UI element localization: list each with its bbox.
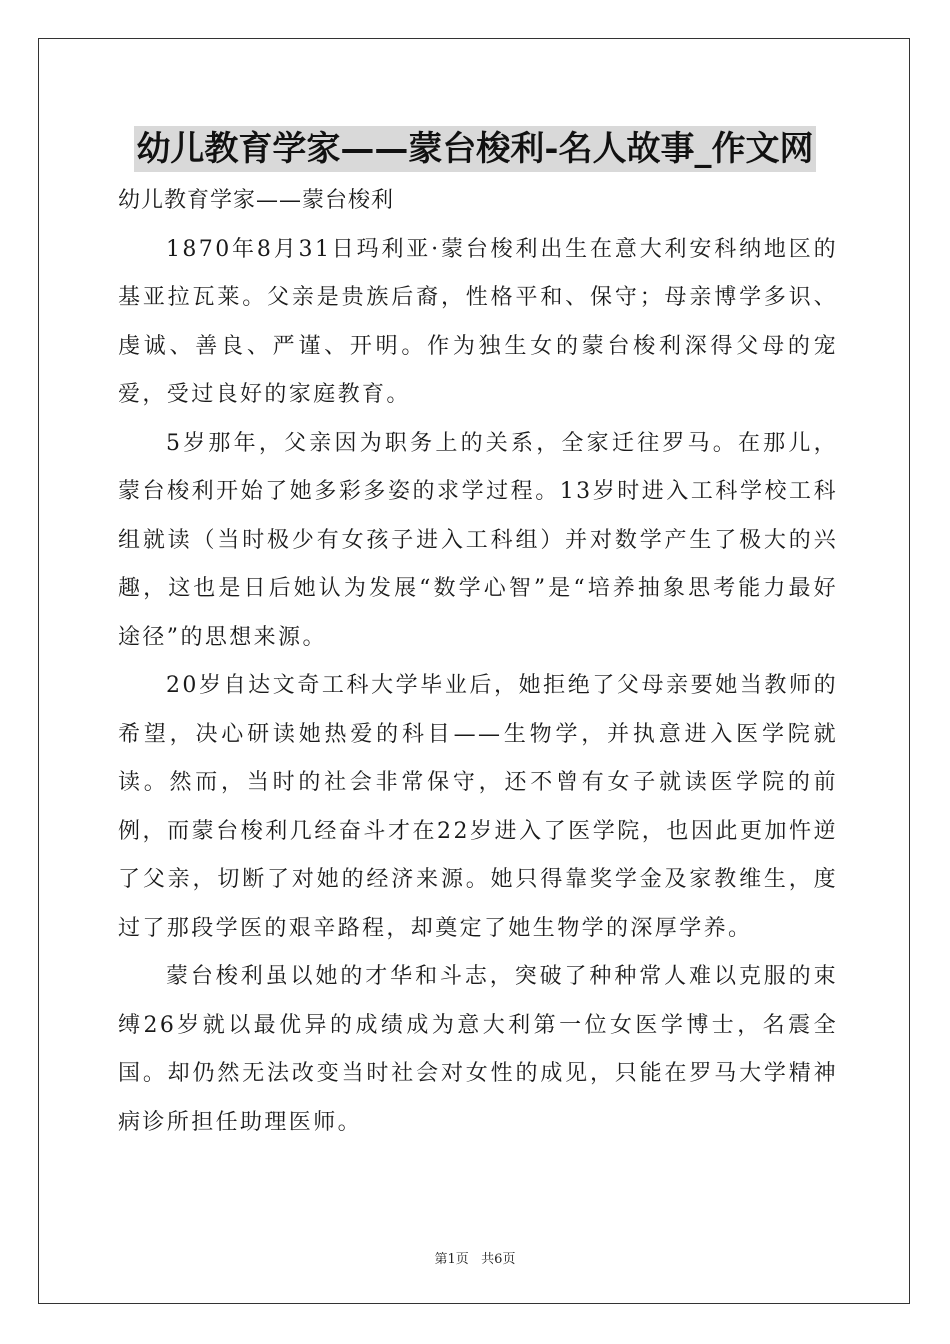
document-body bbox=[118, 177, 838, 1147]
paragraph-2: 5岁那年，父亲因为职务上的关系，全家迁往罗马。在那儿，蒙台梭利开始了她多彩多姿的求学过程。13岁时进入工科学校工科组就读（当时极少有女孩子进入工科组）并对数学产生了极大的兴趣，这也是日后她认为发展“数学心智”是“培养抽象思考能力最好途径”的思想来源。 bbox=[118, 430, 838, 650]
document-title: 幼儿教育学家——蒙台梭利-名人故事_作文网 bbox=[134, 126, 815, 172]
paragraph-1: 1870年8月31日玛利亚·蒙台梭利出生在意大利安科纳地区的基亚拉瓦莱。父亲是贵族后裔，性格平和、保守；母亲博学多识、虔诚、善良、严谨、开明。作为独生女的蒙台梭利深得父母的宠爱，受过良好的家庭教育。 bbox=[118, 236, 838, 407]
page-footer: 第1页 共6页 bbox=[434, 1252, 516, 1267]
paragraph-3: 20岁自达文奇工科大学毕业后，她拒绝了父母亲要她当教师的希望，决心研读她热爱的科目——生物学，并执意进入医学院就读。然而，当时的社会非常保守，还不曾有女子就读医学院的前例，而蒙台梭利几经奋斗才在22岁进入了医学院，也因此更加忤逆了父亲，切断了对她的经济来源。她只得靠奖学金及家教维生，度过了那段学医的艰辛路程，却奠定了她生物学的深厚学养。 bbox=[118, 673, 838, 941]
paragraph-4: 蒙台梭利虽以她的才华和斗志，突破了种种常人难以克服的束缚26岁就以最优异的成绩成为意大利第一位女医学博士，名震全国。却仍然无法改变当时社会对女性的成见，只能在罗马大学精神病诊所担任助理医师。 bbox=[118, 964, 838, 1135]
title-container bbox=[0, 126, 950, 172]
document-subtitle: 幼儿教育学家——蒙台梭利 bbox=[118, 188, 395, 213]
